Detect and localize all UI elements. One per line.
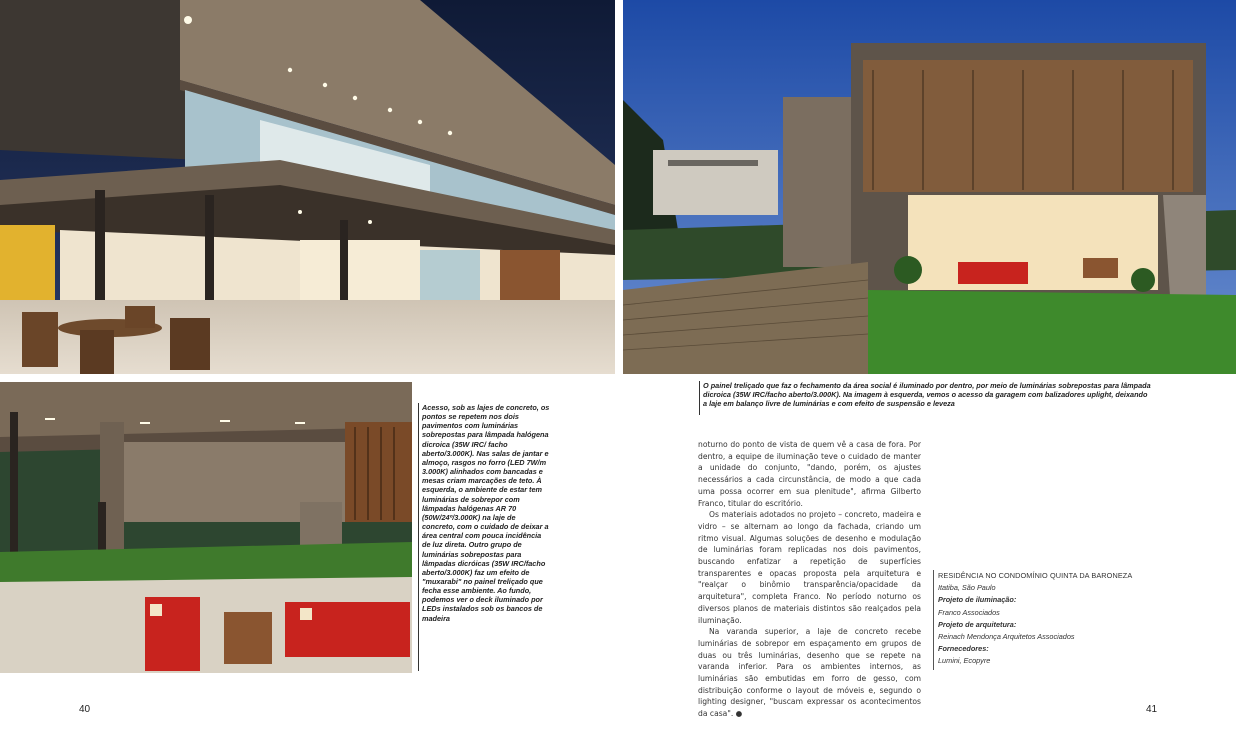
credits-suppliers-label: Fornecedores: — [938, 644, 989, 654]
credits-title: RESIDÊNCIA NO CONDOMÍNIO QUINTA DA BARONEZA — [938, 571, 1133, 580]
end-mark: ● — [735, 709, 743, 719]
body-paragraph-2: Os materiais adotados no projeto – concreto, madeira e vidro – se alternam ao longo da fachada, criando um ritmo visual. Algumas soluções de desenho e modulação de luminárias foram replicadas nos dois pavimentos, buscando enfatizar a repetição de superfícies transparentes e opacas proposta pela arquitetura e "realçar o binômio transparência/opacidade da arquitetura", completa Franco. No período noturno os diversos planos de materiais distintos são realçados pela iluminação. — [698, 510, 921, 625]
body-paragraph-1: noturno do ponto de vista de quem vê a casa de fora. Por dentro, a equipe de iluminação teve o cuidado de manter a unidade do conjunto, "dando, porém, os ajustes necessários a cada circunstância, de modo a que cada uma possa ocorrer em sua plenitude", afirma Gilberto Franco, titular do escritório. — [698, 440, 921, 508]
article-body — [698, 439, 921, 719]
credits-lighting-label: Projeto de iluminação: — [938, 595, 1017, 605]
credits-suppliers-value: Lumini, Ecopyre — [938, 656, 991, 666]
page-number-right: 41 — [1146, 704, 1158, 715]
photo-caption-left: Acesso, sob as lajes de concreto, os pontos se repetem nos dois pavimentos com luminárias sobrepostas para lâmpada halógena dicroica (35W IRC/ facho aberto/3.000K). Nas salas de jantar e almoço, rasgos no forro (LED 7W/m 3.000K) alinhados com bancadas e mesas criam marcações de teto. À esquerda, o ambiente de estar tem luminárias de sobrepor com lâmpadas halógenas AR 70 (50W/24º/3.000K) na laje de concreto, com o cuidado de deixar a área central com pouca incidência de luz direta. Outro grupo de luminárias sobrepostas para lâmpadas dicróicas (35W IRC/facho aberto/3.000K) faz um efeito de "muxarabi" no painel treliçado que fecha esse ambiente. Ao fundo, podemos ver o deck iluminado por LEDs instalados sob os bancos de madeira — [418, 403, 550, 671]
photo-house-night-exterior — [0, 0, 615, 374]
credits-location: Itatiba, São Paulo — [938, 583, 996, 593]
page-number-left: 40 — [79, 704, 91, 715]
photo-terrace-living-area — [0, 382, 412, 673]
photo-caption-right: O painel treliçado que faz o fechamento da área social é iluminado por dentro, por meio de luminárias sobrepostas para lâmpada dicroica (35W IRC/facho aberto/3.000K). Na imagem à esquerda, vemos o acesso da garagem com balizadores uplight, deixando a laje em balanço livre de luminárias e com efeito de suspensão e leveza — [699, 381, 1153, 415]
photo-house-dusk-facade — [623, 0, 1236, 374]
credits-lighting-value: Franco Associados — [938, 607, 1000, 617]
body-paragraph-3-text: Na varanda superior, a laje de concreto recebe luminárias de sobrepor em espaçamento em grupos de duas ou três luminárias, desenho que se repete na varanda inferior. Para os ambientes internos, as luminárias são embutidas em forro de gesso, com distribuição conforme o layout de móveis e, segundo o lighting designer, "buscam expressar os acontecimentos da casa". — [698, 627, 921, 719]
credits-architecture-label: Projeto de arquitetura: — [938, 619, 1017, 629]
body-paragraph-3 — [698, 626, 921, 720]
credits-architecture-value: Reinach Mendonça Arquitetos Associados — [938, 632, 1075, 642]
project-credits — [933, 570, 1138, 670]
